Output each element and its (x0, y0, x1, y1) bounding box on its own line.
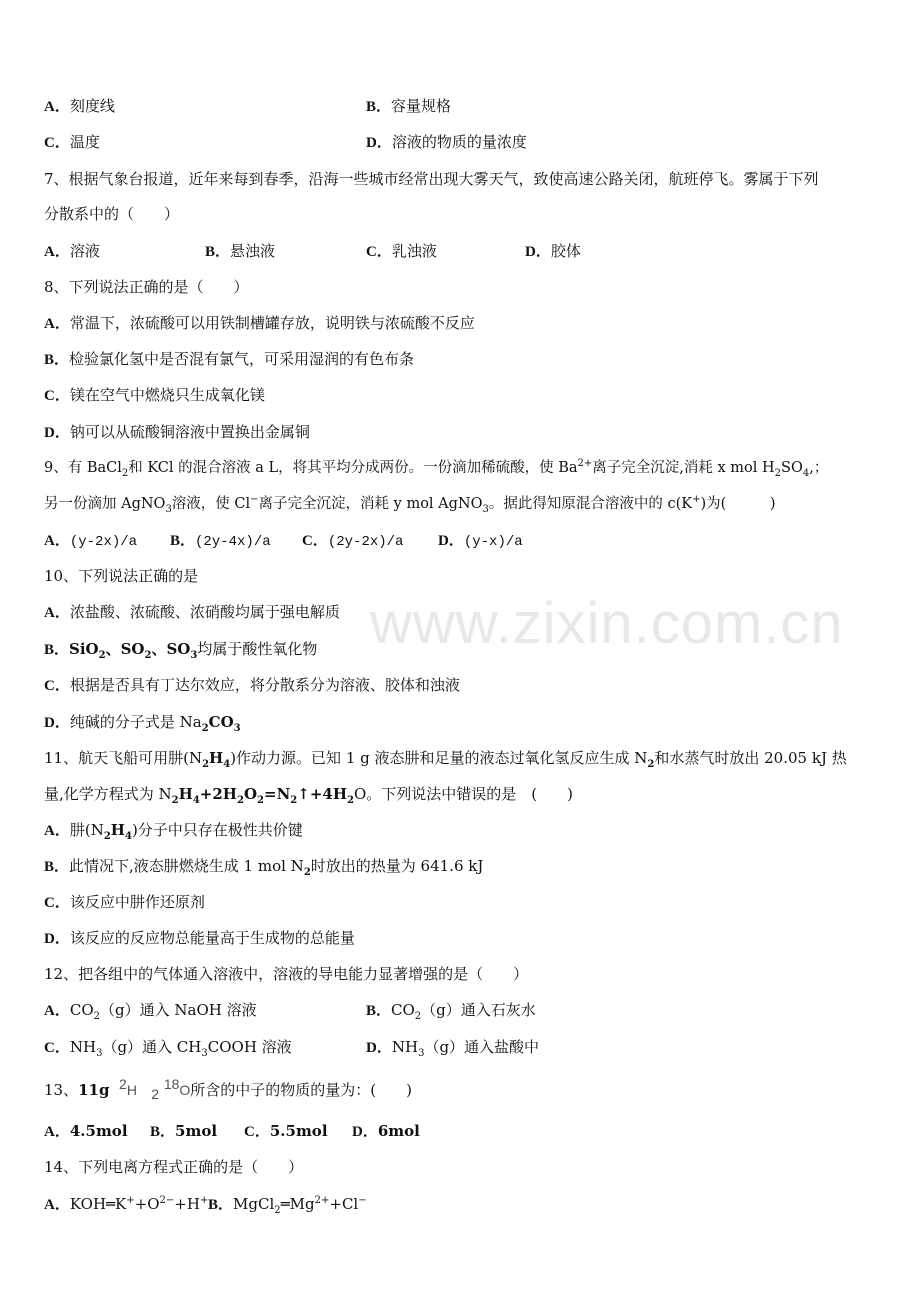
option-label: A． (44, 1124, 70, 1140)
option-label: C． (44, 678, 70, 694)
q12-option-c[interactable]: C．$NH_3(g)$通入 $CH_3COOH$ 溶液 (44, 1038, 292, 1059)
option-text: 溶液 (69, 242, 100, 260)
q6-option-d[interactable] (366, 132, 527, 153)
q9-option-c[interactable] (302, 530, 403, 552)
q13-stem: 13、11g $^2$H $_2$ $^{18}$O所含的中子的物质的量为：( ) (44, 1076, 413, 1102)
option-label: A． (44, 244, 70, 260)
option-text: 6mol (377, 1122, 420, 1140)
q11-option-c[interactable] (44, 892, 205, 913)
option-text: (2y-4x)/a (195, 534, 271, 550)
q7-option-d[interactable] (525, 241, 581, 262)
option-label: C． (302, 533, 328, 549)
option-text: (y-2x)/a (69, 534, 138, 550)
q9-stem-line1: 9、有 BaCl$_2$和 KCl 的混合溶液 a L，将其平均分成两份。一份滴加稀硫酸，使 $Ba^{2+}$离子完全沉淀,消耗 x mol $H_2SO_4$,； (44, 458, 829, 479)
watermark: www.zixin.com.cn (370, 591, 844, 656)
q12-option-d[interactable]: D．$NH_3(g)$通入盐酸中 (366, 1038, 540, 1059)
option-label: D． (438, 533, 464, 549)
option-label: B． (208, 1197, 234, 1213)
option-label: B． (44, 859, 70, 875)
option-text: 检验氯化氢中是否混有氯气，可采用湿润的有色布条 (69, 350, 415, 368)
q7-option-b[interactable] (205, 241, 275, 262)
q13-option-d[interactable] (352, 1121, 420, 1142)
option-text: 悬浊液 (230, 242, 276, 260)
q11-option-d[interactable] (44, 928, 355, 949)
q14-option-b[interactable]: B．$MgCl_2═Mg^{2+}+Cl^-$ (208, 1195, 367, 1216)
option-label: C． (366, 244, 392, 260)
q14-option-a[interactable]: A．$KOH═K^++O^{2-}+H^+$ (44, 1195, 209, 1213)
option-text: 浓盐酸、浓硫酸、浓硝酸均属于强电解质 (69, 603, 340, 621)
option-label: D． (525, 244, 551, 260)
option-label: B． (366, 1003, 392, 1019)
option-label: D． (44, 931, 70, 947)
option-label: D． (366, 1040, 392, 1056)
option-label: A． (44, 1197, 70, 1213)
option-text: 胶体 (550, 242, 581, 260)
q12-option-a[interactable]: A．$CO_2(g)$通入 NaOH 溶液 (44, 1001, 257, 1022)
option-label: B． (150, 1124, 176, 1140)
q12-option-b[interactable]: B．$CO_2(g)$通入石灰水 (366, 1001, 536, 1022)
option-text: 溶液的物质的量浓度 (391, 133, 527, 151)
option-text: 5.5mol (269, 1122, 328, 1140)
q8-option-a[interactable] (44, 313, 475, 334)
q13-option-a[interactable] (44, 1121, 128, 1142)
option-text: 钠可以从硫酸铜溶液中置换出金属铜 (69, 423, 310, 441)
q6-option-a[interactable] (44, 96, 115, 117)
q10-option-d[interactable]: D．纯碱的分子式是 $Na_2CO_3$ (44, 713, 241, 734)
option-text: (2y-2x)/a (327, 534, 404, 550)
q9-stem-line2: 另一份滴加 AgNO$_3$溶液，使 Cl−离子完全沉淀，消耗 y mol AgNO$_3$。据此得知原混合溶液中的 c(K+)为( ) (44, 494, 776, 515)
option-text: 常温下，浓硫酸可以用铁制槽罐存放，说明铁与浓硫酸不反应 (69, 314, 475, 332)
option-label: B． (366, 99, 392, 115)
q9-option-b[interactable] (170, 530, 271, 552)
q8-option-d[interactable] (44, 422, 310, 443)
option-label: A． (44, 605, 70, 621)
q9-option-a[interactable] (44, 530, 137, 552)
option-label: B． (44, 642, 70, 658)
option-text: 容量规格 (391, 97, 452, 115)
option-label: A． (44, 316, 70, 332)
q13-option-c[interactable] (244, 1121, 328, 1142)
q14-stem: 14、下列电离方程式正确的是（ ） (44, 1158, 304, 1176)
option-text: 根据是否具有丁达尔效应，将分散系分为溶液、胶体和浊液 (69, 676, 460, 694)
option-text: 该反应的反应物总能量高于生成物的总能量 (69, 929, 355, 947)
option-text: 该反应中肼作还原剂 (69, 893, 205, 911)
q7-stem-line2: 分散系中的（ ） (44, 205, 180, 223)
q8-option-b[interactable] (44, 349, 414, 370)
q11-option-b[interactable]: B．此情况下,液态肼燃烧生成 1 mol $N_2$时放出的热量为 641.6 kJ (44, 857, 484, 878)
option-text: 刻度线 (69, 97, 115, 115)
q8-stem: 8、下列说法正确的是（ ） (44, 278, 249, 296)
option-text: 乳浊液 (391, 242, 437, 260)
option-label: C． (44, 388, 70, 404)
option-text: (y-x)/a (463, 534, 523, 550)
option-label: D． (366, 135, 392, 151)
q10-option-c[interactable] (44, 675, 460, 696)
option-label: C． (44, 135, 70, 151)
q11-stem-line1: 11、航天飞船可用肼$(N_2H_4)$作动力源。已知 1 g 液态肼和足量的液态过氧化氢反应生成 $N_2$和水蒸气时放出 20.05 kJ 热 (44, 749, 847, 770)
q10-option-b[interactable]: B．SiO$_2$、$SO_2$、$SO_3$均属于酸性氧化物 (44, 640, 318, 661)
q13-option-b[interactable] (150, 1121, 217, 1142)
option-text: 镁在空气中燃烧只生成氧化镁 (69, 386, 265, 404)
option-text: 4.5mol (69, 1122, 128, 1140)
q12-stem: 12、把各组中的气体通入溶液中，溶液的导电能力显著增强的是（ ） (44, 965, 529, 983)
q10-stem: 10、下列说法正确的是 (44, 567, 199, 585)
option-label: A． (44, 823, 70, 839)
option-text: 温度 (69, 133, 100, 151)
q8-option-c[interactable] (44, 385, 265, 406)
option-label: D． (352, 1124, 378, 1140)
q7-option-c[interactable] (366, 241, 437, 262)
option-label: D． (44, 715, 70, 731)
option-label: D． (44, 425, 70, 441)
q6-option-b[interactable] (366, 96, 451, 117)
option-label: B． (170, 533, 196, 549)
option-label: A． (44, 1003, 70, 1019)
q10-option-a[interactable] (44, 602, 340, 623)
q7-option-a[interactable] (44, 241, 100, 262)
option-label: A． (44, 99, 70, 115)
option-text: 5mol (175, 1122, 218, 1140)
option-label: C． (44, 895, 70, 911)
option-label: C． (244, 1124, 270, 1140)
option-label: B． (44, 352, 70, 368)
q11-option-a[interactable]: A．肼$(N_2H_4)$分子中只存在极性共价键 (44, 821, 303, 842)
q11-stem-line2: 量,化学方程式为 $N_2H_4+2H_2O_2=N_2↑+4H_2O$。下列说法中错误的是 ( ) (44, 785, 573, 806)
q7-stem-line1: 7、根据气象台报道，近年来每到春季，沿海一些城市经常出现大雾天气，致使高速公路关闭，航班停飞。雾属于下列 (44, 170, 819, 188)
option-label: A． (44, 533, 70, 549)
option-label: B． (205, 244, 231, 260)
q9-option-d[interactable] (438, 530, 523, 552)
q6-option-c[interactable] (44, 132, 100, 153)
option-label: C． (44, 1040, 70, 1056)
